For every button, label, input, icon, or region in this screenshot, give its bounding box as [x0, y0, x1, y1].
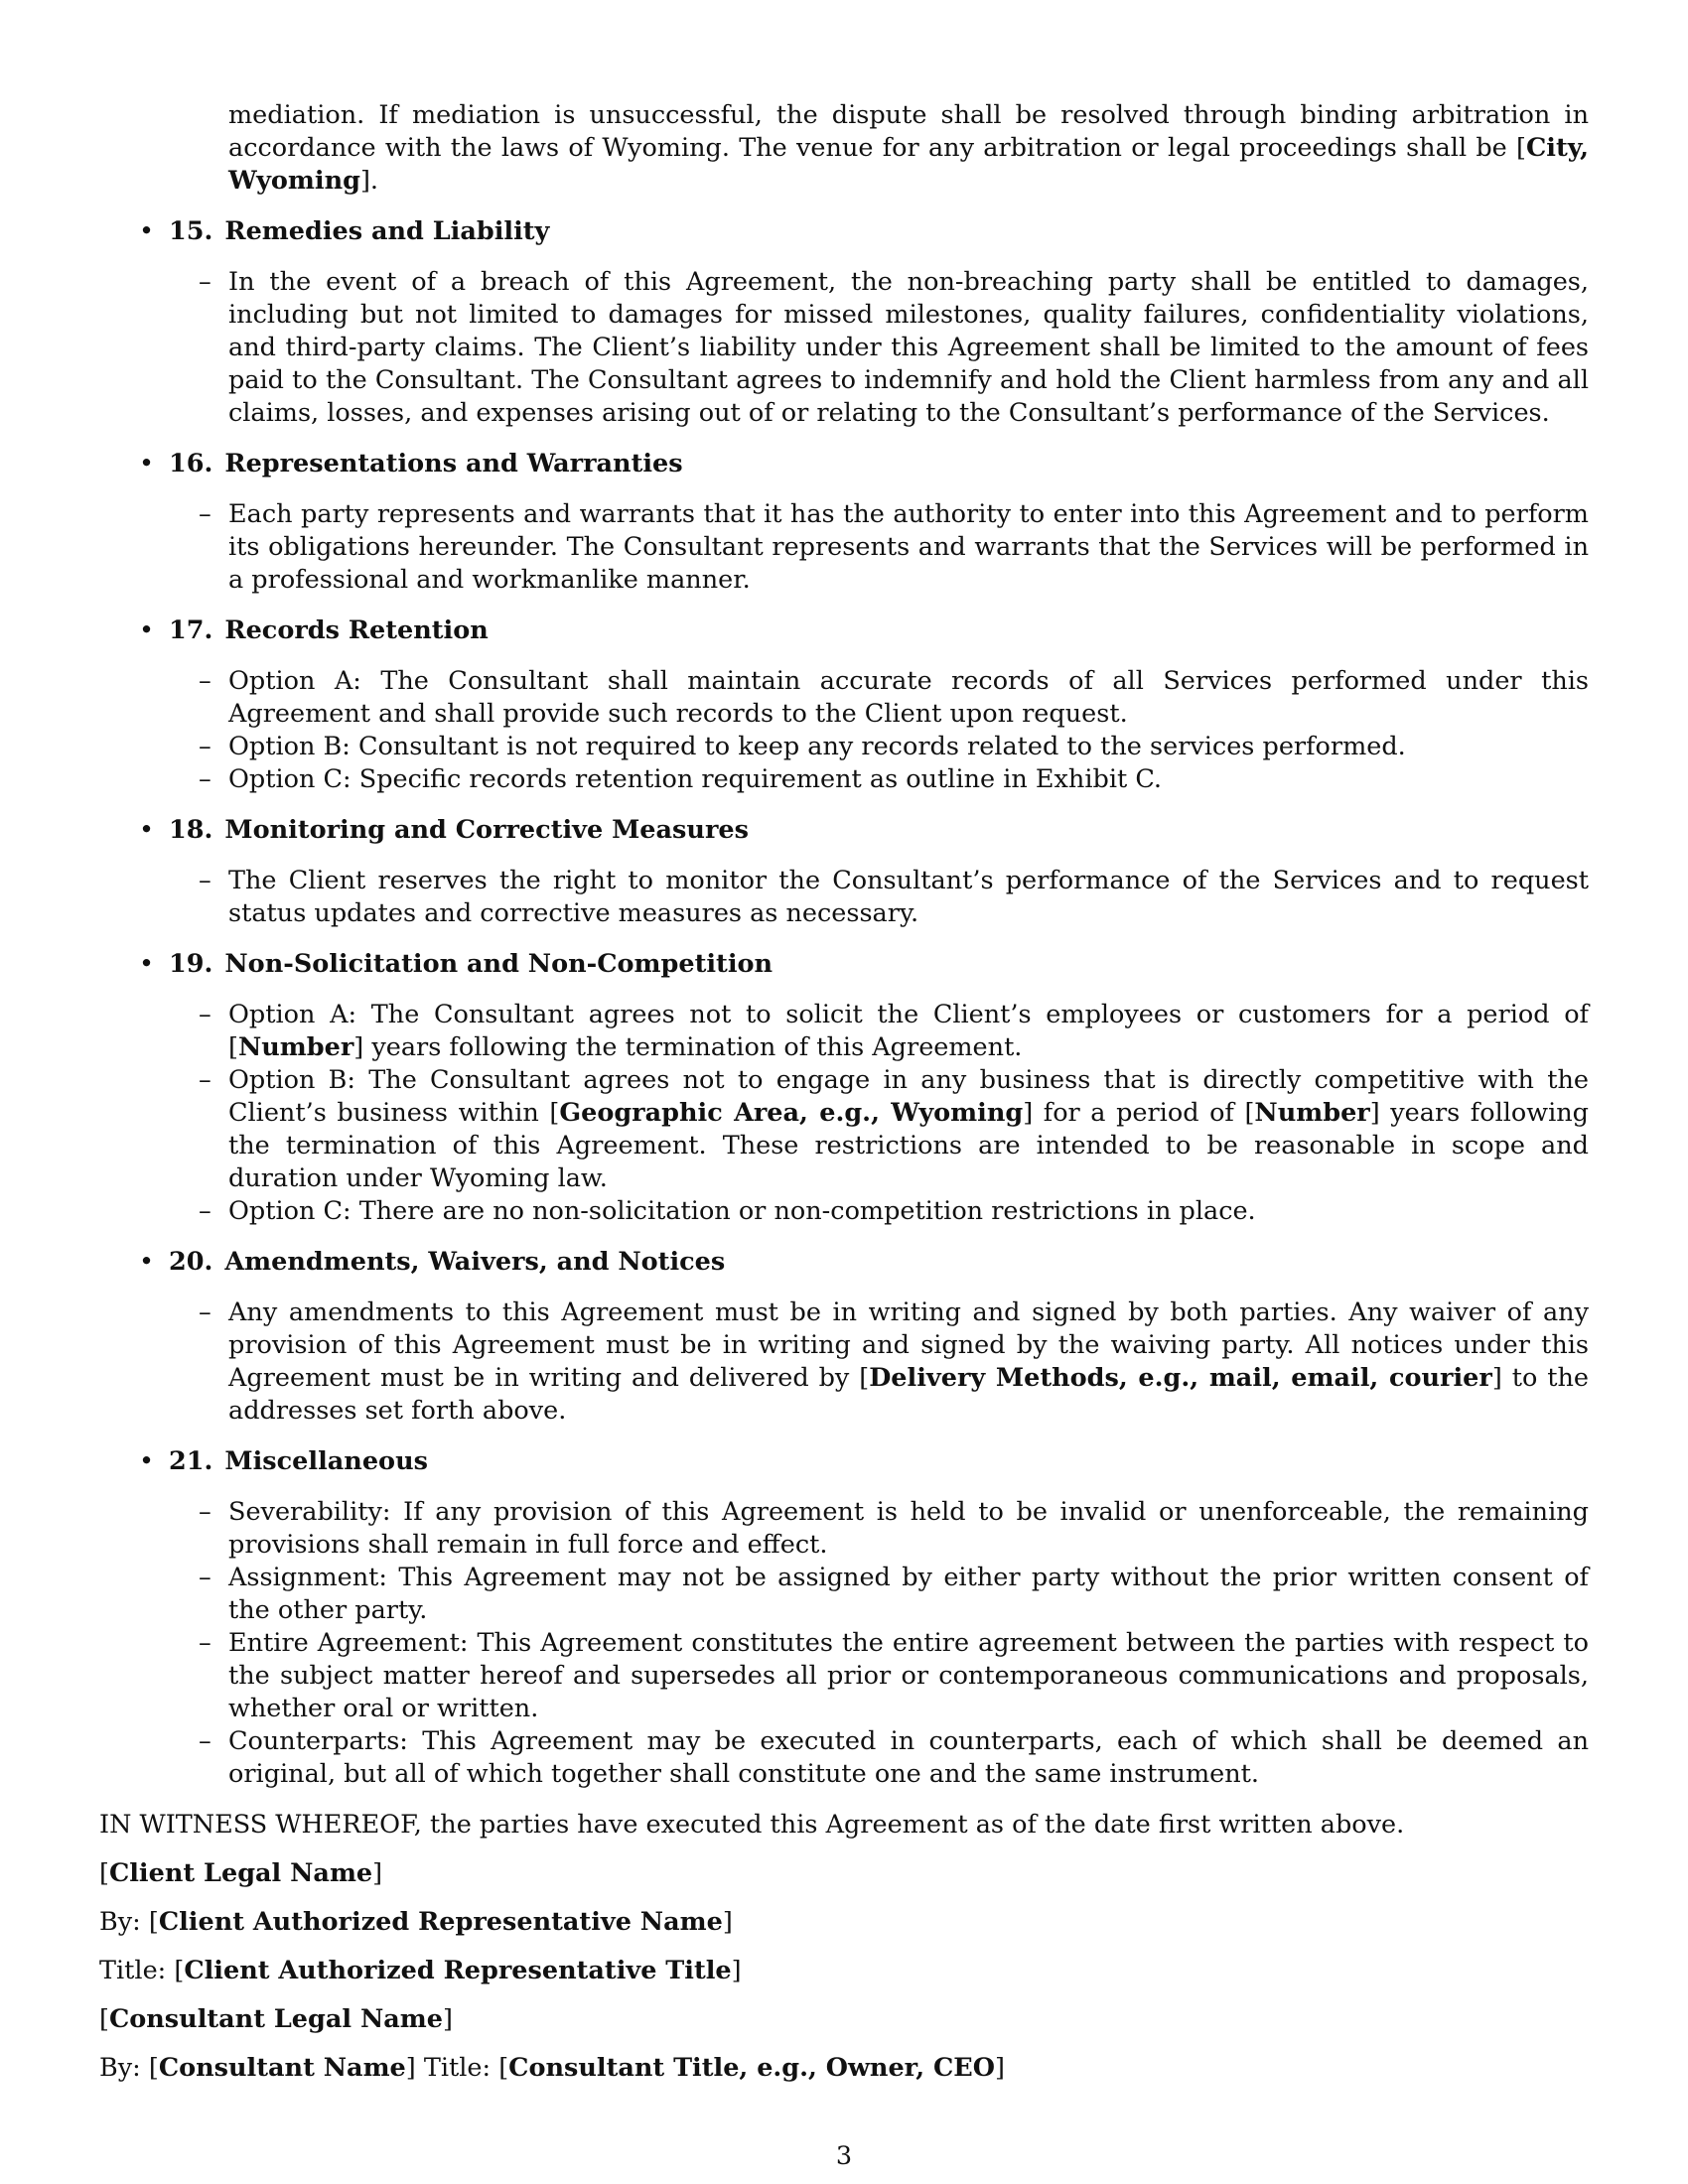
section-title: Remedies and Liability: [224, 216, 550, 246]
placeholder-consultant-title: Consultant Title, e.g., Owner, CEO: [508, 2053, 995, 2083]
item-text: The Client reserves the right to monitor the Consultant’s performance of the Services and to request status updates and corrective measures as necessary.: [228, 866, 1589, 928]
placeholder-delivery-methods: Delivery Methods, e.g., mail, email, courier: [869, 1363, 1492, 1393]
item-text: Severability: If any provision of this Agreement is held to be invalid or unenforceable, the remaining provisions shall remain in full force and effect.: [228, 1497, 1589, 1560]
item-text: Each party represents and warrants that it has the authority to enter into this Agreement and to perform its obligations hereunder. The Consultant represents and warrants that the Services will be performed in a professional and workmanlike manner.: [228, 499, 1589, 595]
bullet-icon: •: [139, 615, 155, 645]
placeholder-consultant-name: Consultant Name: [158, 2053, 406, 2083]
placeholder-number: Number: [237, 1032, 354, 1062]
item-text: Option A: The Consultant agrees not to solicit the Client’s employees or customers for a period of [: [228, 1000, 1589, 1062]
item-text: Option A: The Consultant shall maintain accurate records of all Services performed under this Agreement and shall provide such records to the Client upon request.: [228, 666, 1589, 729]
section-19: [99, 948, 1589, 1228]
section-number: 18.: [169, 815, 213, 845]
section-number: 16.: [169, 449, 213, 478]
section-title: Representations and Warranties: [224, 449, 683, 478]
list-item: [199, 1195, 1589, 1228]
item-text: Option B: Consultant is not required to keep any records related to the services performed.: [228, 732, 1406, 761]
placeholder-consultant-legal-name: Consultant Legal Name: [108, 2004, 443, 2034]
section-number: 21.: [169, 1446, 213, 1476]
section-title: Records Retention: [224, 615, 489, 645]
section-20: [99, 1246, 1589, 1428]
dash-icon: –: [199, 866, 211, 895]
item-text: In the event of a breach of this Agreement, the non-breaching party shall be entitled to damages, including but not limited to damages for missed milestones, quality failures, confidentiality violations, and third-party claims. The Client’s liability under this Agreement shall be limited to the amount of fees paid to the Consultant. The Consultant agrees to indemnify and hold the Client harmless from any and all claims, losses, and expenses arising out of or relating to the Consultant’s performance of the Services.: [228, 267, 1589, 428]
list-item: [199, 999, 1589, 1064]
dash-icon: –: [199, 732, 211, 761]
section-heading: [99, 448, 1589, 480]
section-17: [99, 614, 1589, 796]
client-title-line: Title: [Client Authorized Representative Title]: [99, 1956, 742, 1985]
placeholder-client-name: Client Legal Name: [108, 1858, 373, 1888]
dash-icon: –: [199, 1497, 211, 1527]
section-heading: [99, 814, 1589, 847]
section-number: 17.: [169, 615, 213, 645]
section-heading: [99, 215, 1589, 248]
placeholder-client-rep-name: Client Authorized Representative Name: [158, 1907, 723, 1937]
section-items: [99, 665, 1589, 796]
section-number: 20.: [169, 1247, 213, 1277]
list-item: [199, 865, 1589, 930]
section-items: [99, 999, 1589, 1228]
list-item: [199, 498, 1589, 597]
section-18: [99, 814, 1589, 930]
bullet-icon: •: [139, 815, 155, 845]
section-title: Miscellaneous: [224, 1446, 428, 1476]
text-span: ].: [359, 166, 379, 196]
placeholder-client-rep-title: Client Authorized Representative Title: [184, 1956, 732, 1985]
section-title: Monitoring and Corrective Measures: [224, 815, 749, 845]
placeholder-number: Number: [1254, 1098, 1370, 1128]
dash-icon: –: [199, 1628, 211, 1658]
consultant-by-line: By: [Consultant Name] Title: [Consultant Title, e.g., Owner, CEO]: [99, 2053, 1005, 2083]
section-items: [99, 1496, 1589, 1791]
item-text: ] years following the termination of this Agreement.: [353, 1032, 1023, 1062]
item-text: ] years following the termination of this Agreement. These restrictions are intended to be reasonable in scope and duration under Wyoming law.: [228, 1098, 1589, 1193]
bullet-icon: •: [139, 216, 155, 246]
by-label: By:: [99, 1907, 141, 1937]
section-heading: [99, 948, 1589, 981]
section-heading: [99, 614, 1589, 647]
bullet-icon: •: [139, 1446, 155, 1476]
section-number: 19.: [169, 949, 213, 979]
item-text: ] to the addresses set forth above.: [228, 1363, 1589, 1426]
list-item: [199, 1725, 1589, 1791]
page-number: 3: [835, 2141, 853, 2171]
dash-icon: –: [199, 1196, 211, 1226]
bullet-icon: •: [139, 1247, 155, 1277]
section-heading: [99, 1246, 1589, 1279]
section-items: [99, 1297, 1589, 1428]
list-item: [199, 763, 1589, 796]
item-text: Option C: Specific records retention requirement as outline in Exhibit C.: [228, 764, 1163, 794]
dash-icon: –: [199, 666, 211, 696]
title-label: Title:: [99, 1956, 167, 1985]
section-21: [99, 1445, 1589, 1791]
dash-icon: –: [199, 1726, 211, 1756]
client-legal-name: [Client Legal Name]: [99, 1858, 383, 1888]
dash-icon: –: [199, 267, 211, 297]
text-span: mediation. If mediation is unsuccessful, the dispute shall be resolved through binding arbitration in accordance with the laws of Wyoming. The venue for any arbitration or legal proceedings shall be [: [228, 100, 1589, 163]
dash-icon: –: [199, 1000, 211, 1029]
section-title: Non-Solicitation and Non-Competition: [224, 949, 774, 979]
section-items: [99, 266, 1589, 430]
section-15: [99, 215, 1589, 430]
title-label: Title:: [423, 2053, 492, 2083]
bullet-icon: •: [139, 449, 155, 478]
document-page: [99, 99, 1589, 2085]
section-16: [99, 448, 1589, 597]
item-text: Entire Agreement: This Agreement constitutes the entire agreement between the parties with respect to the subject matter hereof and supersedes all prior or contemporaneous communications and proposals, whether oral or written.: [228, 1628, 1589, 1723]
item-text: ] for a period of [: [1023, 1098, 1255, 1128]
list-item: [199, 1496, 1589, 1562]
client-by-line: By: [Client Authorized Representative Name]: [99, 1907, 733, 1937]
list-item: [199, 1562, 1589, 1627]
consultant-legal-name: [Consultant Legal Name]: [99, 2004, 453, 2034]
witness-clause: IN WITNESS WHEREOF, the parties have executed this Agreement as of the date first written above.: [99, 1810, 1405, 1840]
dash-icon: –: [199, 1297, 211, 1327]
placeholder-venue: City, Wyoming: [228, 133, 1589, 196]
item-text: Counterparts: This Agreement may be executed in counterparts, each of which shall be deemed an original, but all of which together shall constitute one and the same instrument.: [228, 1726, 1589, 1789]
list-item: [199, 731, 1589, 763]
by-label: By:: [99, 2053, 141, 2083]
list-item: [199, 266, 1589, 430]
dash-icon: –: [199, 764, 211, 794]
list-item: [199, 1627, 1589, 1725]
section-title: Amendments, Waivers, and Notices: [224, 1247, 726, 1277]
bullet-icon: •: [139, 949, 155, 979]
dash-icon: –: [199, 499, 211, 529]
dispute-resolution-continuation: [228, 99, 1589, 198]
list-item: [199, 665, 1589, 731]
section-items: [99, 498, 1589, 597]
item-text: Assignment: This Agreement may not be assigned by either party without the prior written consent of the other party.: [228, 1563, 1589, 1625]
dash-icon: –: [199, 1563, 211, 1592]
section-number: 15.: [169, 216, 213, 246]
item-text: Any amendments to this Agreement must be in writing and signed by both parties. Any waiver of any provision of this Agreement must be in writing and signed by the waiving party. All notices under this Agreement must be in writing and delivered by [: [228, 1297, 1589, 1393]
section-heading: [99, 1445, 1589, 1478]
section-items: [99, 865, 1589, 930]
list-item: [199, 1064, 1589, 1195]
placeholder-geographic-area: Geographic Area, e.g., Wyoming: [559, 1098, 1024, 1128]
item-text: Option C: There are no non-solicitation or non-competition restrictions in place.: [228, 1196, 1256, 1226]
item-text: Option B: The Consultant agrees not to engage in any business that is directly competitive with the Client’s business within [: [228, 1065, 1589, 1128]
dash-icon: –: [199, 1065, 211, 1095]
list-item: [199, 1297, 1589, 1428]
